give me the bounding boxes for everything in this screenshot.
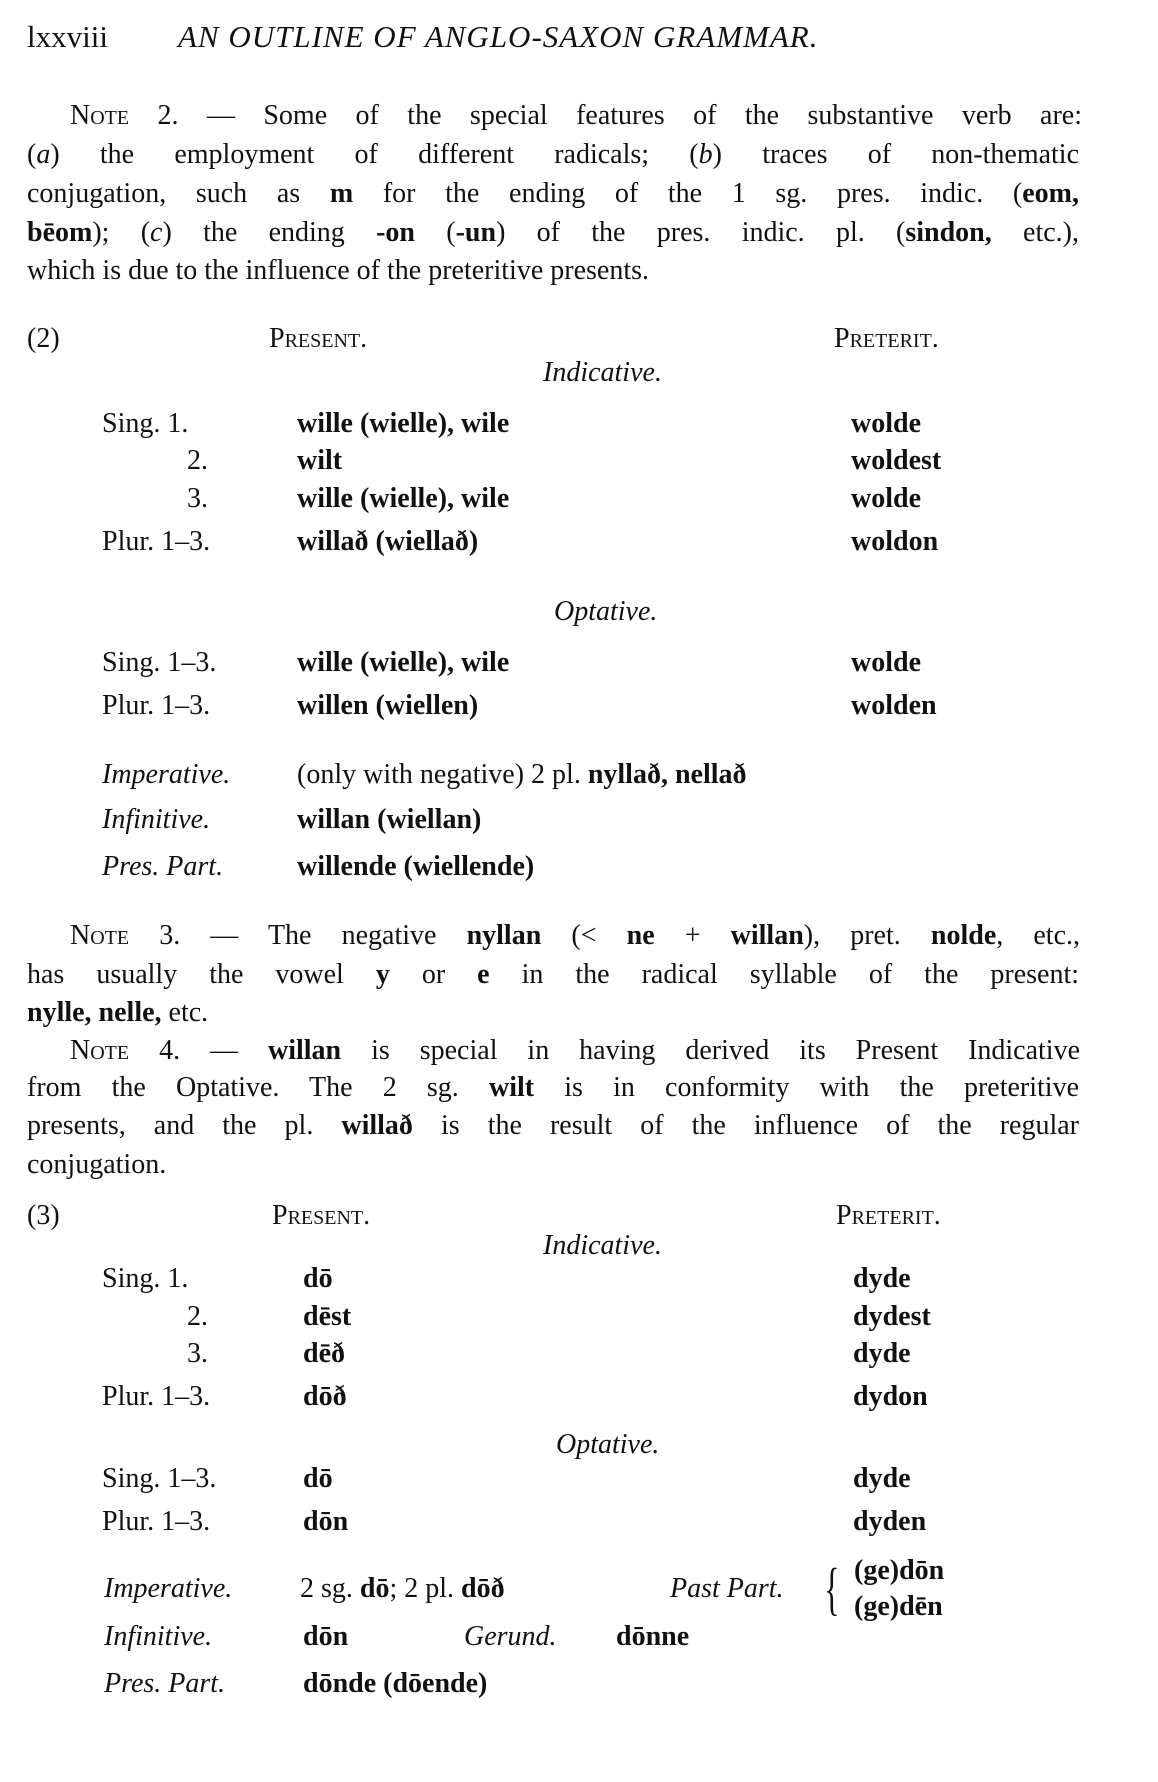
past-part-form: (ge)dēn (854, 1591, 943, 1622)
preterit-form: dyde (853, 1263, 911, 1294)
row-label: Sing. 1–3. (102, 647, 217, 678)
present-form: wille (wielle), wile (297, 483, 510, 514)
gerund-label: Gerund. (464, 1621, 557, 1652)
pres-part-form: dōnde (dōende) (303, 1668, 488, 1699)
text-run: or (389, 959, 478, 990)
text-run: + (654, 920, 731, 951)
bold-form: ne (626, 920, 655, 951)
text-run: etc.), (991, 217, 1079, 248)
paragraph-line (27, 138, 1079, 172)
bold-form: eom, (1022, 178, 1079, 209)
paragraph-line (70, 919, 1080, 953)
preterit-form: dydon (853, 1381, 928, 1412)
text-run: (only with negative) 2 pl. (297, 759, 588, 790)
imperative-label: Imperative. (102, 759, 231, 790)
imperative-forms (300, 1572, 505, 1606)
present-form: dēst (303, 1301, 352, 1332)
bold-form: y (375, 959, 390, 990)
bold-form: willan (268, 1035, 342, 1066)
preterit-form: woldon (851, 526, 939, 557)
row-label: Sing. 1. (102, 408, 189, 439)
row-label: Plur. 1–3. (102, 1506, 211, 1537)
present-form: dēð (303, 1338, 345, 1369)
bold-form: e (477, 959, 490, 990)
imperative-forms (297, 758, 747, 792)
text-run: ( (414, 217, 456, 248)
present-form: dōn (303, 1506, 349, 1537)
note-label: Note (70, 100, 130, 131)
text-run: 3. — The negative (129, 920, 467, 951)
row-label: Sing. 1. (102, 1263, 189, 1294)
row-label: Plur. 1–3. (102, 1381, 211, 1412)
running-title: AN OUTLINE OF ANGLO-SAXON GRAMMAR. (178, 19, 819, 54)
paragraph-line (27, 254, 649, 288)
text-run: , etc., (996, 920, 1080, 951)
gerund-form: dōnne (616, 1621, 690, 1652)
present-heading: Present. (272, 1200, 371, 1231)
text-run: presents, and the pl. (27, 1110, 342, 1141)
preterit-form: woldest (851, 445, 942, 476)
row-label: Plur. 1–3. (102, 526, 211, 557)
italic-text: a (36, 139, 51, 170)
row-label: 2. (187, 1301, 208, 1332)
text-run: 2. — Some of the special features of the substantive verb are: (129, 100, 1082, 131)
present-form: dōð (303, 1381, 347, 1412)
bold-form: nyllað, nellað (587, 759, 747, 790)
bold-form: -un (455, 217, 497, 248)
paragraph-line (70, 1034, 1080, 1068)
present-form: willen (wiellen) (297, 690, 479, 721)
text-run: in the radical syllable of the present: (489, 959, 1079, 990)
italic-text: b (698, 139, 713, 170)
bold-form: bēom (27, 217, 93, 248)
text-run: ) the employment of different radicals; ( (50, 139, 699, 170)
bold-form: sindon, (905, 217, 992, 248)
text-run: ) traces of non-thematic (712, 139, 1079, 170)
text-run: from the Optative. The 2 sg. (27, 1072, 489, 1103)
text-run: is in conformity with the preteritive (534, 1072, 1079, 1103)
paragraph-line (27, 958, 1079, 992)
past-part-label: Past Part. (670, 1573, 784, 1604)
pres-part-label: Pres. Part. (104, 1668, 226, 1699)
preterit-form: dydest (853, 1301, 931, 1332)
text-run: ), pret. (803, 920, 931, 951)
preterit-heading: Preterit. (836, 1200, 941, 1231)
bold-form: m (329, 178, 354, 209)
section-number: (3) (27, 1200, 60, 1231)
brace-icon: { (824, 1556, 840, 1621)
preterit-form: wolde (851, 483, 921, 514)
note-label: Note (70, 1035, 130, 1066)
indicative-heading: Indicative. (543, 1230, 662, 1261)
preterit-form: wolde (851, 647, 921, 678)
text-run: ); ( (92, 217, 151, 248)
text-run: is special in having derived its Present Indicative (341, 1035, 1080, 1066)
bold-form: willan (730, 920, 804, 951)
preterit-form: wolde (851, 408, 921, 439)
preterit-form: dyden (853, 1506, 927, 1537)
text-run: ) of the pres. indic. pl. ( (496, 217, 906, 248)
imperative-label: Imperative. (104, 1573, 233, 1604)
text-run: (< (541, 920, 627, 951)
present-form: wilt (297, 445, 343, 476)
bold-form: nolde (930, 920, 997, 951)
pres-part-form: willende (wiellende) (297, 851, 535, 882)
row-label: Sing. 1–3. (102, 1463, 217, 1494)
paragraph-line (27, 1071, 1079, 1105)
infinitive-label: Infinitive. (102, 804, 211, 835)
page-number: lxxviii (27, 19, 108, 54)
text-run: ; 2 pl. (389, 1573, 462, 1604)
preterit-form: dyde (853, 1338, 911, 1369)
present-form: willað (wiellað) (297, 526, 479, 557)
bold-form: dōð (461, 1573, 505, 1604)
paragraph-line (27, 996, 208, 1030)
italic-text: c (150, 217, 163, 248)
text-run: ( (27, 139, 37, 170)
section-number: (2) (27, 323, 60, 354)
bold-form: nylle, nelle, (27, 997, 162, 1028)
paragraph-line (70, 99, 1082, 133)
text-run: ) the ending (162, 217, 377, 248)
present-form: dō (303, 1463, 333, 1494)
text-run: etc. (161, 997, 209, 1028)
row-label: 3. (187, 1338, 208, 1369)
row-label: 3. (187, 483, 208, 514)
indicative-heading: Indicative. (543, 357, 662, 388)
bold-form: dō (359, 1573, 390, 1604)
paragraph-line (27, 1109, 1079, 1143)
text-run: 4. — (129, 1035, 268, 1066)
text-run: conjugation, such as (27, 178, 330, 209)
paragraph-line (27, 1148, 166, 1182)
infinitive-form: dōn (303, 1621, 349, 1652)
bold-form: -on (376, 217, 415, 248)
note-label: Note (70, 920, 130, 951)
infinitive-label: Infinitive. (104, 1621, 213, 1652)
infinitive-form: willan (wiellan) (297, 804, 482, 835)
bold-form: wilt (488, 1072, 535, 1103)
pres-part-label: Pres. Part. (102, 851, 224, 882)
preterit-form: wolden (851, 690, 937, 721)
paragraph-line (27, 216, 1079, 250)
text-run: for the ending of the 1 sg. pres. indic. ( (353, 178, 1023, 209)
text-run: which is due to the influence of the preteritive presents. (27, 255, 650, 286)
text-run: 2 sg. (300, 1573, 360, 1604)
present-form: dō (303, 1263, 333, 1294)
bold-form: nyllan (466, 920, 542, 951)
present-heading: Present. (269, 323, 368, 354)
preterit-heading: Preterit. (834, 323, 939, 354)
row-label: 2. (187, 445, 208, 476)
text-run: has usually the vowel (27, 959, 376, 990)
optative-heading: Optative. (556, 1429, 660, 1460)
paragraph-line (27, 177, 1079, 211)
optative-heading: Optative. (554, 596, 658, 627)
past-part-form: (ge)dōn (854, 1555, 945, 1586)
present-form: wille (wielle), wile (297, 408, 510, 439)
text-run: is the result of the influence of the regular (412, 1110, 1079, 1141)
text-run: conjugation. (27, 1149, 167, 1180)
preterit-form: dyde (853, 1463, 911, 1494)
bold-form: willað (341, 1110, 413, 1141)
present-form: wille (wielle), wile (297, 647, 510, 678)
row-label: Plur. 1–3. (102, 690, 211, 721)
